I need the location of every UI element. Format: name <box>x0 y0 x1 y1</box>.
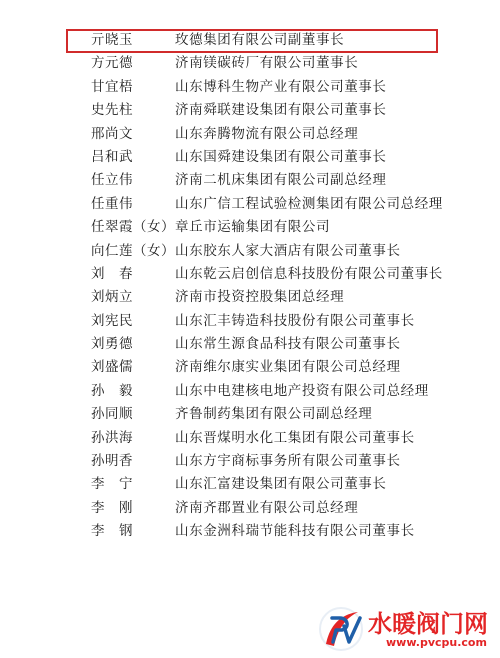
person-name: 李 钢 <box>91 523 133 540</box>
person-title: 济南市投资控股集团总经理 <box>175 289 345 306</box>
list-item-highlighted <box>0 29 500 52</box>
list-item <box>0 286 500 309</box>
list-item <box>0 356 500 379</box>
person-name: 孙 毅 <box>91 382 133 399</box>
person-title: 济南舜联建设集团有限公司董事长 <box>175 102 387 119</box>
person-name: 刘宪民 <box>91 312 133 329</box>
person-name: 吕和武 <box>91 148 133 165</box>
site-watermark <box>316 602 496 656</box>
person-name: 向仁莲（女） <box>91 242 175 259</box>
person-title: 山东汇丰铸造科技股份有限公司董事长 <box>175 312 415 329</box>
person-name: 孙同顺 <box>91 406 133 423</box>
person-title: 章丘市运输集团有限公司 <box>175 219 331 236</box>
person-title: 济南齐郡置业有限公司总经理 <box>175 499 359 516</box>
person-title: 山东乾云启创信息科技股份有限公司董事长 <box>175 265 443 282</box>
list-item <box>0 99 500 122</box>
person-name: 刘盛儒 <box>91 359 133 376</box>
list-item <box>0 193 500 216</box>
person-name: 任翠霞（女） <box>91 219 175 236</box>
person-name: 孙明香 <box>91 453 133 470</box>
person-title: 济南维尔康实业集团有限公司总经理 <box>175 359 401 376</box>
person-title: 山东博科生物产业有限公司董事长 <box>175 78 387 95</box>
list-item <box>0 123 500 146</box>
person-name: 任重伟 <box>91 195 133 212</box>
list-item <box>0 403 500 426</box>
person-name: 邢尚文 <box>91 125 133 142</box>
person-title: 山东金洲科瑞节能科技有限公司董事长 <box>175 523 415 540</box>
list-item <box>0 333 500 356</box>
person-title: 山东中电建核电地产投资有限公司总经理 <box>175 382 429 399</box>
pv-logo-icon <box>316 604 366 654</box>
person-title: 山东汇富建设集团有限公司董事长 <box>175 476 387 493</box>
list-item <box>0 380 500 403</box>
watermark-url: www.pvcpu.com <box>386 636 487 649</box>
person-name: 刘 春 <box>91 265 133 282</box>
person-title: 山东方宇商标事务所有限公司董事长 <box>175 453 401 470</box>
person-title: 山东胶东人家大酒店有限公司董事长 <box>175 242 401 259</box>
person-name: 孙洪海 <box>91 429 133 446</box>
list-item <box>0 450 500 473</box>
person-title: 济南镁碳砖厂有限公司董事长 <box>175 55 359 72</box>
person-name: 刘勇德 <box>91 336 133 353</box>
list-item <box>0 216 500 239</box>
list-item <box>0 473 500 496</box>
person-title: 济南二机床集团有限公司副总经理 <box>175 172 387 189</box>
person-title: 山东国舜建设集团有限公司董事长 <box>175 148 387 165</box>
person-name: 甘宜梧 <box>91 78 133 95</box>
person-name: 李 刚 <box>91 499 133 516</box>
list-item <box>0 497 500 520</box>
person-title: 山东奔腾物流有限公司总经理 <box>175 125 359 142</box>
person-title: 山东广信工程试验检测集团有限公司总经理 <box>175 195 443 212</box>
person-title: 山东常生源食品科技有限公司董事长 <box>175 336 401 353</box>
list-item <box>0 240 500 263</box>
person-name: 方元德 <box>91 55 133 72</box>
list-item <box>0 310 500 333</box>
list-item <box>0 76 500 99</box>
person-name: 任立伟 <box>91 172 133 189</box>
list-item <box>0 263 500 286</box>
list-item <box>0 427 500 450</box>
watermark-brand: 水暖阀门网 <box>368 610 488 638</box>
list-item <box>0 146 500 169</box>
list-item <box>0 520 500 543</box>
person-name: 史先柱 <box>91 102 133 119</box>
person-title: 玫德集团有限公司副董事长 <box>175 32 345 48</box>
person-name: 李 宁 <box>91 476 133 493</box>
person-title: 齐鲁制药集团有限公司副总经理 <box>175 406 373 423</box>
list-item <box>0 52 500 75</box>
person-name: 亓晓玉 <box>91 32 133 48</box>
person-title: 山东晋煤明水化工集团有限公司董事长 <box>175 429 415 446</box>
member-list <box>0 29 500 544</box>
list-item <box>0 169 500 192</box>
person-name: 刘炳立 <box>91 289 133 306</box>
